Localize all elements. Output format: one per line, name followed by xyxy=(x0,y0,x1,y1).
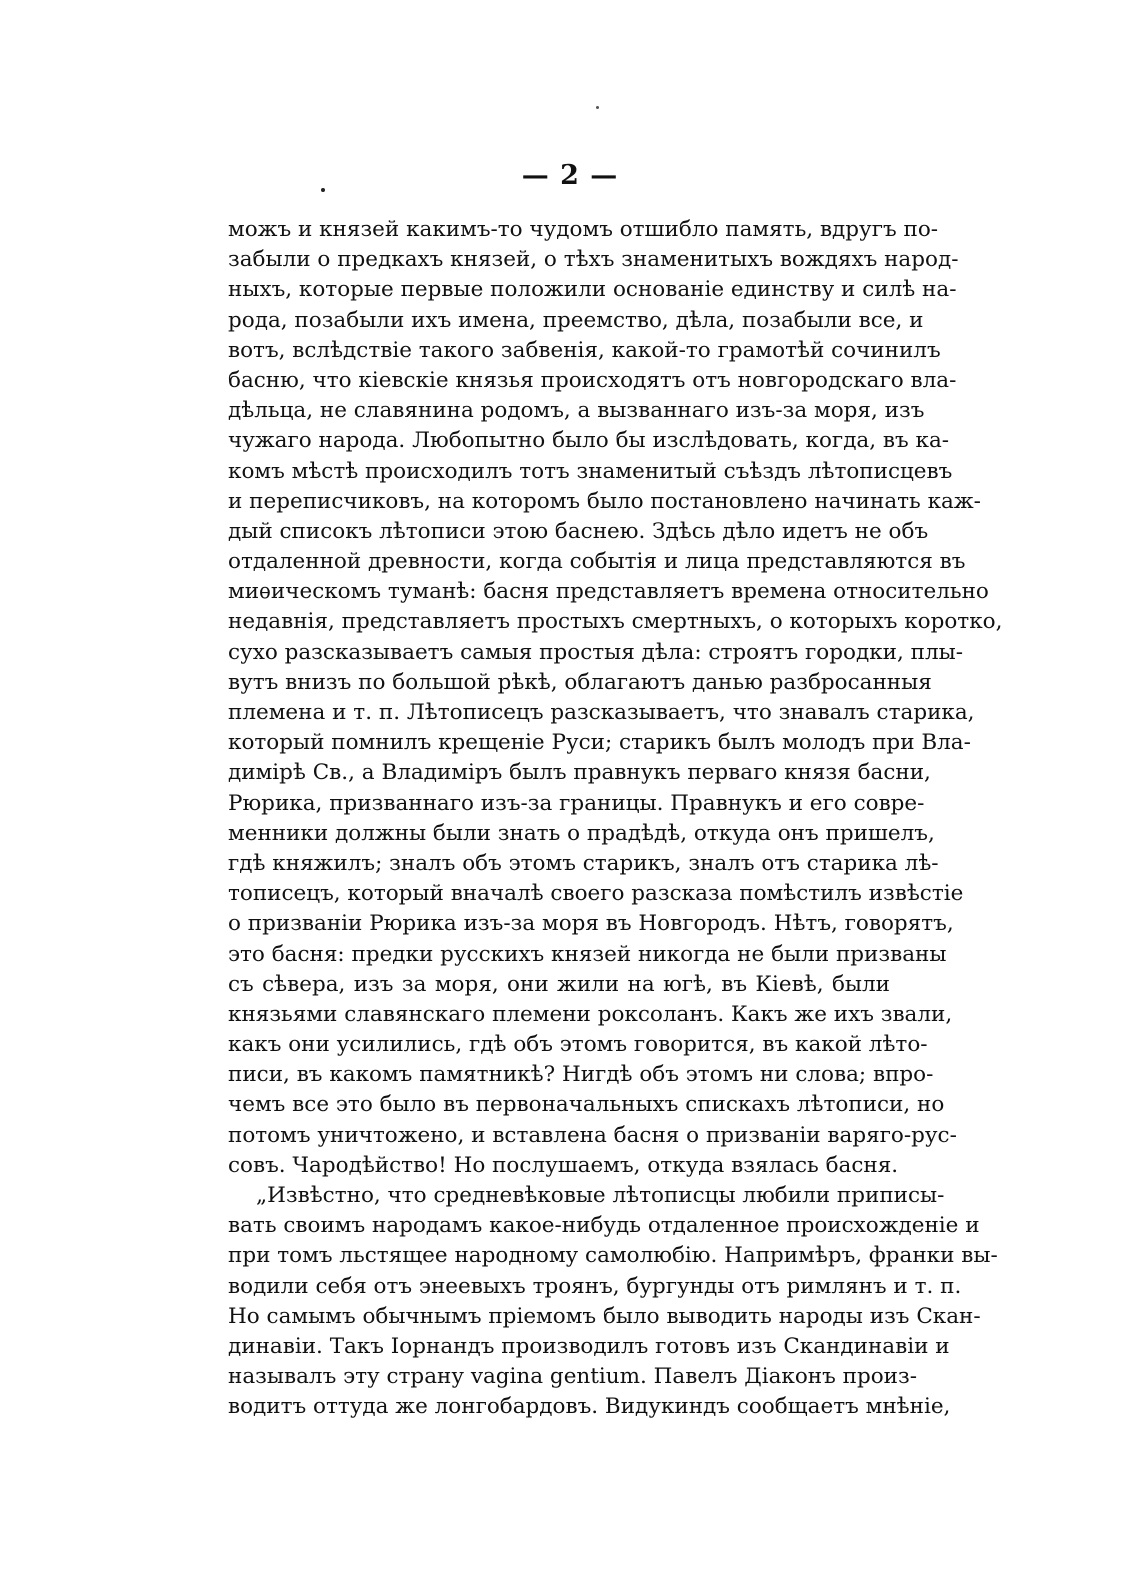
text-line: басню, что кiевскiе князья происходятъ отъ новгородскаго вла- xyxy=(228,367,957,393)
text-line: недавнiя, представляетъ простыхъ смертныхъ, о которыхъ коротко, xyxy=(228,609,1003,635)
text-line: дый списокъ лѣтописи этою баснею. Здѣсь дѣло идетъ не объ xyxy=(228,518,929,544)
text-line: тописецъ, который вначалѣ своего разсказа помѣстилъ извѣстiе xyxy=(228,881,964,907)
text-line: водили себя отъ энеевыхъ троянъ, бургунды отъ римлянъ и т. п. xyxy=(228,1273,962,1299)
text-line: совъ. Чародѣйство! Но послушаемъ, откуда взялась басня. xyxy=(228,1152,899,1178)
text-line: менники должны были знать о прадѣдѣ, откуда онъ пришелъ, xyxy=(228,820,935,846)
text-line: чемъ все это было въ первоначальныхъ спискахъ лѣтописи, но xyxy=(228,1092,945,1118)
page-number: — 2 — xyxy=(521,160,619,191)
text-line: гдѣ княжилъ; зналъ объ этомъ старикъ, зналъ отъ старика лѣ- xyxy=(228,850,939,876)
text-line: Но самымъ обычнымъ прiемомъ было выводить народы изъ Скан- xyxy=(228,1303,981,1329)
text-line: димiрѣ Св., а Владимiръ былъ правнукъ перваго князя басни, xyxy=(228,760,931,786)
text-line: динавiи. Такъ Iорнандъ производилъ готовъ изъ Скандинавiи и xyxy=(228,1333,950,1359)
text-line: дѣльца, не славянина родомъ, а вызваннаго изъ-за моря, изъ xyxy=(228,398,925,424)
text-line: вотъ, вслѣдствiе такого забвенiя, какой-то грамотѣй сочинилъ xyxy=(228,337,941,363)
text-line: вать своимъ народамъ какое-нибудь отдаленное происхожденiе и xyxy=(228,1213,980,1239)
print-speck xyxy=(596,106,599,109)
text-line: при томъ льстящее народному самолюбiю. Напримѣръ, франки вы- xyxy=(228,1243,998,1269)
text-line: съ сѣвера, изъ за моря, они жили на югѣ, въ Кiевѣ, были xyxy=(228,971,890,997)
text-line: это басня: предки русскихъ князей никогда не были призваны xyxy=(228,941,947,967)
text-line: отдаленной древности, когда событiя и лица представляются въ xyxy=(228,549,966,575)
text-line: потомъ уничтожено, и вставлена басня о призванiи варяго-рус- xyxy=(228,1122,957,1148)
text-line: ныхъ, которые первые положили основанiе единству и силѣ на- xyxy=(228,277,957,303)
text-line: и переписчиковъ, на которомъ было постановлено начинать каж- xyxy=(228,488,981,514)
text-line: который помнилъ крещенiе Руси; старикъ былъ молодъ при Вла- xyxy=(228,730,971,756)
text-line: рода, позабыли ихъ имена, преемство, дѣла, позабыли все, и xyxy=(228,307,924,333)
text-line: называлъ эту страну vagina gentium. Павелъ Дiаконъ произ- xyxy=(228,1364,918,1390)
text-line: можъ и князей какимъ-то чудомъ отшибло память, вдругъ по- xyxy=(228,217,939,242)
text-line: князьями славянскаго племени роксоланъ. Какъ же ихъ звали, xyxy=(228,1001,953,1027)
text-line: миѳическомъ туманѣ: басня представляетъ времена относительно xyxy=(228,579,989,605)
text-line: сухо разсказываетъ самыя простыя дѣла: строятъ городки, плы- xyxy=(228,639,963,665)
text-line: чужаго народа. Любопытно было бы изслѣдовать, когда, въ ка- xyxy=(228,428,950,454)
text-line: вутъ внизъ по большой рѣкѣ, облагаютъ данью разбросанныя xyxy=(228,669,932,695)
text-line: о призванiи Рюрика изъ-за моря въ Новгородъ. Нѣтъ, говорятъ, xyxy=(228,911,954,937)
text-line: Рюрика, призваннаго изъ-за границы. Правнукъ и его совре- xyxy=(228,790,925,816)
text-line: писи, въ какомъ памятникѣ? Нигдѣ объ этомъ ни слова; впро- xyxy=(228,1062,934,1088)
text-line: какъ они усилились, гдѣ объ этомъ говорится, въ какой лѣто- xyxy=(228,1032,928,1058)
text-line: племена и т. п. Лѣтописецъ разсказываетъ, что знавалъ старика, xyxy=(228,700,975,725)
text-line: „Извѣстно, что средневѣковые лѣтописцы любили приписы- xyxy=(256,1183,945,1208)
text-line: забыли о предкахъ князей, о тѣхъ знаменитыхъ вождяхъ народ- xyxy=(228,247,959,273)
text-line: водитъ оттуда же лонгобардовъ. Видукиндъ сообщаетъ мнѣнiе, xyxy=(228,1394,951,1420)
body-text xyxy=(228,215,1003,1423)
text-line: комъ мѣстѣ происходилъ тотъ знаменитый съѣздъ лѣтописцевъ xyxy=(228,458,953,484)
